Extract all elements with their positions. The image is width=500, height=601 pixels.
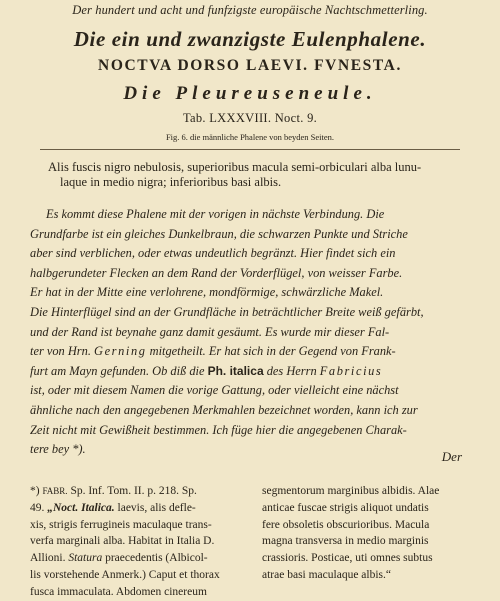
footnote-line — [30, 550, 250, 567]
footnote-line: magna transversa in medio marginis — [262, 535, 429, 548]
body-line: halbgerundeter Flecken an dem Rand der Vorderflügel, von weisser Farbe. — [30, 265, 403, 280]
body-line: Er hat in der Mitte eine verlohrene, mondförmige, schwärzliche Makel. — [30, 285, 384, 300]
footnote-left-column — [30, 483, 250, 601]
footnote-line: verfa marginali alba. Habitat in Italia D. — [30, 535, 215, 548]
plate-reference: Tab. LXXXVIII. Noct. 9. — [182, 111, 318, 125]
text-run: laevis, alis defle- — [117, 501, 196, 514]
common-name: Die Pleureuseneule. — [123, 83, 377, 104]
text-run: des Herrn — [266, 363, 317, 378]
text-run: furt am Mayn gefunden. Ob diß die — [30, 363, 205, 378]
footnote-line — [30, 500, 250, 517]
running-head: Der hundert und acht und funfzigste europäische Nachtschmetterling. — [72, 3, 428, 17]
person-name: Fabricius — [319, 363, 383, 378]
footnote-line: fusca immaculata. Abdomen cinereum — [30, 585, 207, 598]
person-name: Gerning — [94, 344, 147, 359]
text-run: Allioni. — [30, 552, 66, 565]
text-run: mitgetheilt. Er hat sich in der Gegend von Frank- — [149, 344, 396, 359]
footnote-line: fere obsoletis obscurioribus. Macula — [262, 518, 430, 531]
body-line: Die Hinterflügel sind an der Grundfläche in beträchtlicher Breite weiß gefärbt, — [30, 304, 424, 319]
chapter-title: Die ein und zwanzigste Eulenphalene. — [73, 27, 427, 51]
footnote-line: lis vorstehende Anmerk.) Caput et thorax — [30, 568, 220, 581]
figure-note: Fig. 6. die männliche Phalene von beyden Seiten. — [165, 132, 335, 142]
catchword: Der — [441, 449, 462, 464]
text-run: 49. — [30, 501, 45, 514]
divider-rule — [40, 149, 460, 150]
footnote-line: xis, strigis ferrugineis maculaque trans- — [30, 518, 212, 531]
body-line: Zeit nicht mit Gewißheit bestimmen. Ich füge hier die angegebenen Charak- — [30, 422, 407, 437]
species-name: „Noct. Italica. — [47, 501, 115, 514]
body-line: Grundfarbe ist ein gleiches Dunkelbraun, die schwarzen Punkte und Striche — [30, 226, 408, 241]
diagnosis-line: Alis fuscis nigro nebulosis, superioribus macula semi-orbiculari alba lunu- — [48, 160, 422, 174]
latin-diagnosis — [48, 160, 468, 190]
footnote-line: anticae fuscae strigis aliquot undatis — [262, 501, 429, 514]
body-text — [30, 205, 470, 460]
body-line: ist, oder mit diesem Namen die vorige Gattung, oder vielleicht eine nächst — [30, 383, 399, 398]
text-run: praecedentis (Albicol- — [105, 552, 208, 565]
body-line: aber sind verblichen, oder etwas undeutlich begränzt. Hier findet sich ein — [30, 246, 396, 261]
text-run: Sp. Inf. Tom. II. p. 218. Sp. — [70, 485, 197, 497]
footnote-line: crassioris. Posticae, uti omnes subtus — [262, 552, 433, 565]
footnote-line: atrae basi maculaque albis.“ — [262, 568, 391, 581]
body-line — [30, 342, 470, 362]
diagnosis-line: laque in medio nigra; inferioribus basi albis. — [60, 175, 282, 189]
author-abbrev: FABR. — [42, 486, 68, 496]
body-line: Es kommt diese Phalene mit der vorigen in nächste Verbindung. Die — [46, 207, 385, 221]
body-line: ähnliche nach den angegebenen Merkmahlen bezeichnet worden, kann ich zur — [30, 402, 418, 417]
species-name: Ph. italica — [207, 363, 264, 378]
footnote-line — [30, 483, 250, 500]
footnote-line: segmentorum marginibus albidis. Alae — [262, 485, 440, 497]
emphasis-word: Statura — [68, 552, 103, 565]
text-run: ter von Hrn. — [30, 344, 91, 359]
body-line — [30, 362, 470, 382]
latin-name: NOCTVA DORSO LAEVI. FVNESTA. — [98, 57, 402, 74]
body-line: und der Rand ist beynahe ganz damit gesäumt. Es wurde mir dieser Fal- — [30, 324, 390, 339]
footnote-marker: *) — [30, 485, 40, 497]
footnote-right-column — [262, 483, 472, 584]
body-line: tere bey *). — [30, 442, 86, 457]
